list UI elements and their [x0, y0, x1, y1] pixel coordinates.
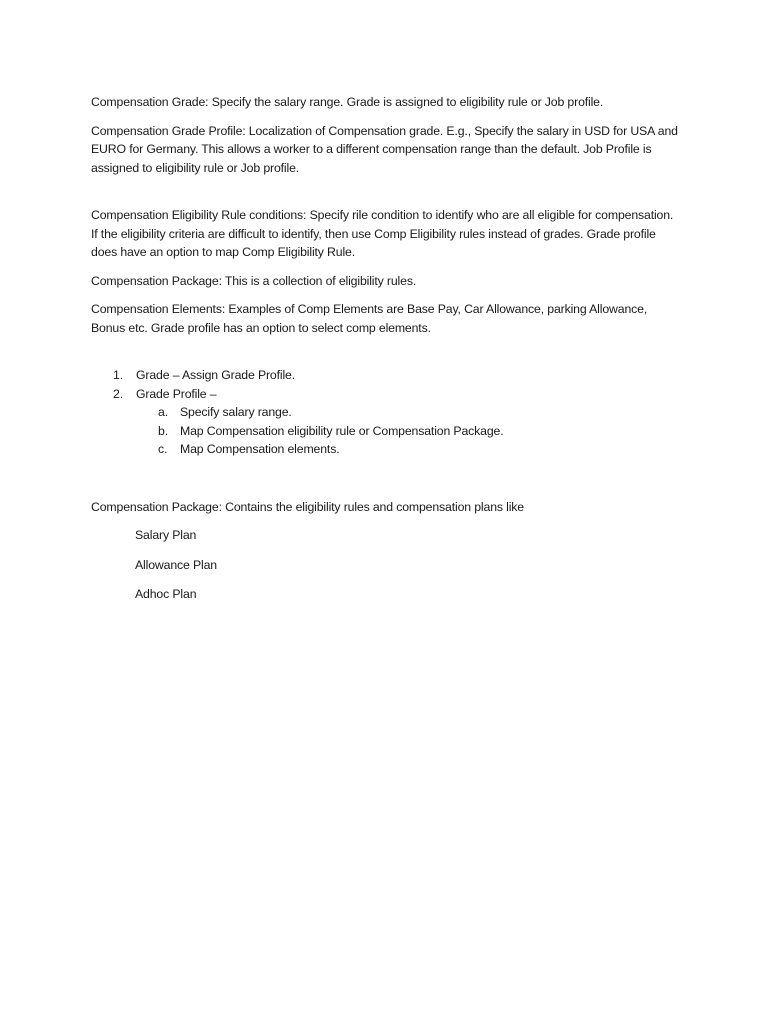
paragraph-compensation-grade: Compensation Grade: Specify the salary range. Grade is assigned to eligibility rule or Job profile.: [91, 95, 604, 109]
plan-item-adhoc: Adhoc Plan: [135, 587, 197, 601]
list-item-step-1: [91, 366, 681, 385]
list-item-text: Grade Profile –: [136, 386, 217, 401]
spacer: [91, 347, 681, 366]
sub-list-item-text: Map Compensation eligibility rule or Compensation Package.: [180, 423, 504, 438]
sub-list-item-a: [136, 403, 681, 422]
sub-list-marker: c.: [158, 442, 168, 456]
list-item-text: Grade – Assign Grade Profile.: [136, 368, 296, 382]
paragraph-package-intro: Compensation Package: Contains the eligibility rules and compensation plans like: [91, 499, 524, 514]
sub-list: [136, 403, 681, 459]
list-marker: 2.: [113, 386, 123, 401]
sub-list-marker: b.: [158, 423, 168, 438]
sub-list-item-c: [136, 440, 681, 459]
paragraph-compensation-grade-profile: Compensation Grade Profile: Localization of Compensation grade. E.g., Specify the salary in USD for USA and EURO for Germany. This allows a worker to a different compensation range than the default. Job Profile is assigned to eligibility rule or Job profile.: [91, 123, 678, 175]
numbered-list: [91, 366, 681, 459]
paragraph-compensation-package: Compensation Package: This is a collection of eligibility rules.: [91, 273, 417, 288]
list-item-step-2: [91, 385, 681, 459]
sub-list-item-text: Map Compensation elements.: [180, 442, 340, 456]
document-body: [91, 93, 681, 615]
paragraph-eligibility-rule: Compensation Eligibility Rule conditions: Specify rile condition to identify who are all eligible for compensation. If the eligibility criteria are difficult to identify, then use Comp Eligibility rules instead of grades. Grade profile does have an option to map Comp Eligibility Rule.: [91, 208, 674, 259]
sub-list-marker: a.: [158, 405, 168, 419]
plan-item-salary: Salary Plan: [135, 528, 197, 542]
plan-item-allowance: Allowance Plan: [135, 557, 217, 572]
spacer: [91, 187, 681, 206]
sub-list-item-b: [136, 422, 681, 441]
list-marker: 1.: [113, 368, 123, 382]
paragraph-compensation-elements: Compensation Elements: Examples of Comp Elements are Base Pay, Car Allowance, parking Allowance, Bonus etc. Grade profile has an option to select comp elements.: [91, 302, 648, 335]
sub-list-item-text: Specify salary range.: [180, 405, 292, 419]
spacer: [91, 459, 681, 498]
